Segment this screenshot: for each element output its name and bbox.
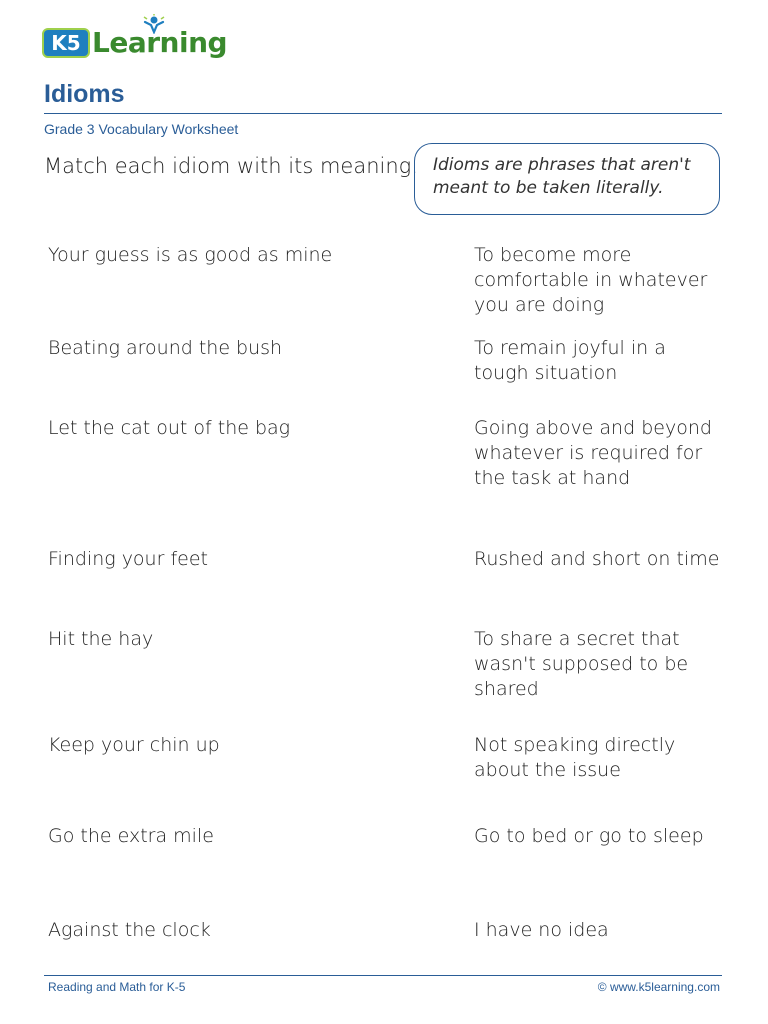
idiom-item: Against the clock <box>48 919 211 941</box>
idiom-item: Your guess is as good as mine <box>48 244 333 266</box>
meaning-item: Go to bed or go to sleep <box>474 825 704 847</box>
logo-badge: K5 <box>42 28 90 58</box>
meaning-item: To share a secret that wasn't supposed to be shared <box>474 628 689 700</box>
idiom-item: Go the extra mile <box>48 825 214 847</box>
instruction-text: Match each idiom with its meaning. <box>44 154 418 178</box>
idiom-item: Beating around the bush <box>48 337 283 359</box>
idiom-item: Finding your feet <box>48 548 208 570</box>
meaning-item: Going above and beyond whatever is required for the task at hand <box>474 417 712 489</box>
idiom-item: Keep your chin up <box>48 734 220 756</box>
logo-text: Learning <box>92 26 228 59</box>
footer-website-link[interactable]: © www.k5learning.com <box>597 980 720 994</box>
footer-tagline: Reading and Math for K-5 <box>48 980 186 994</box>
title-divider <box>44 113 722 114</box>
idiom-item: Let the cat out of the bag <box>48 417 291 439</box>
idiom-item: Hit the hay <box>48 628 154 650</box>
note-box: Idioms are phrases that aren't meant to be taken literally. <box>414 143 720 215</box>
meaning-item: To remain joyful in a tough situation <box>474 337 666 384</box>
footer-divider <box>44 975 722 976</box>
page-title: Idioms <box>44 80 125 108</box>
meaning-item: To become more comfortable in whatever you are doing <box>474 244 708 316</box>
logo-figure-icon <box>142 14 166 34</box>
meaning-item: Rushed and short on time <box>474 548 720 570</box>
meaning-item: I have no idea <box>474 919 609 941</box>
page-subtitle: Grade 3 Vocabulary Worksheet <box>44 121 239 137</box>
meaning-item: Not speaking directly about the issue <box>474 734 676 781</box>
